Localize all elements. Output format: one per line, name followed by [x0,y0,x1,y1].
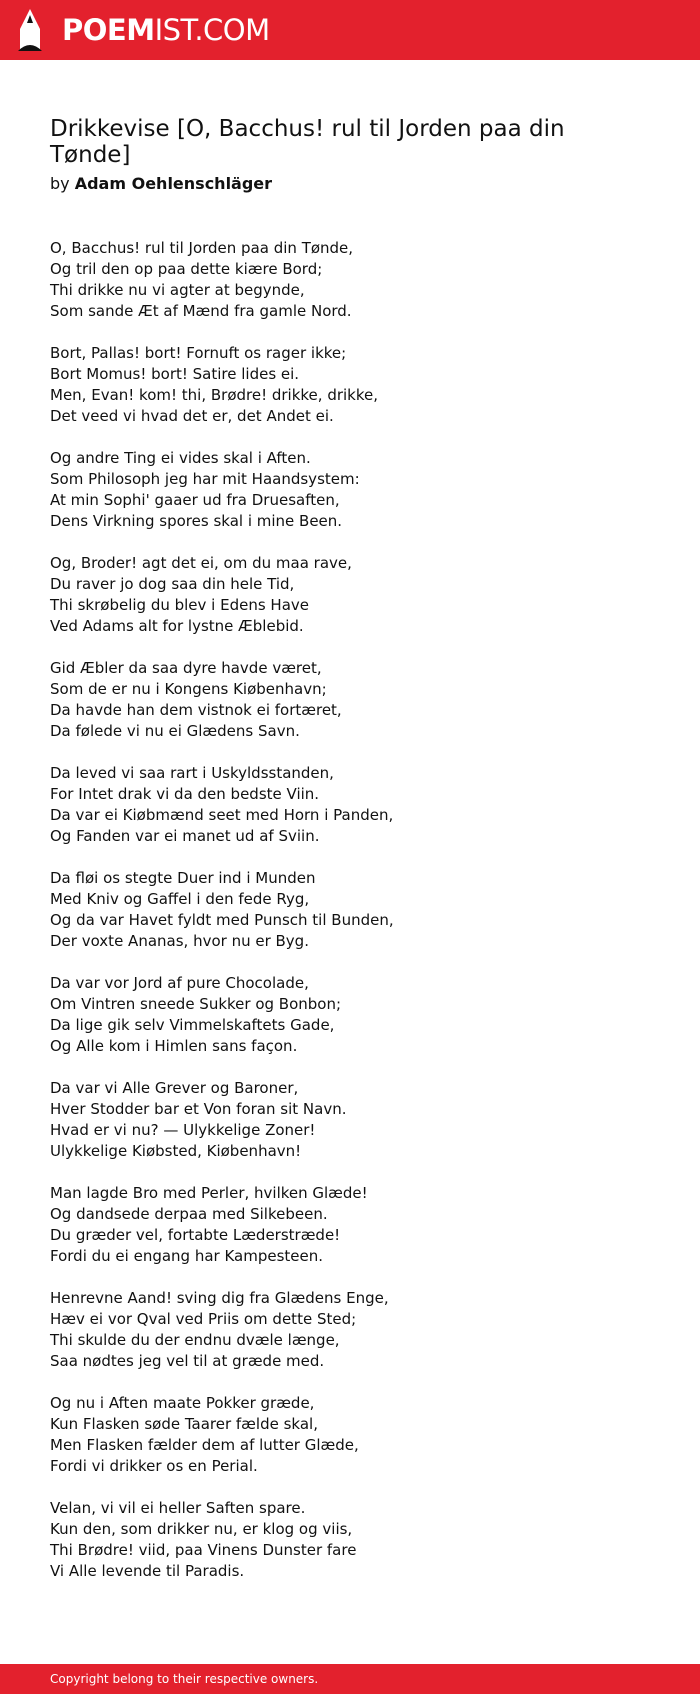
poem-line: Da følede vi nu ei Glædens Savn. [50,722,300,740]
poem-line: Da leved vi saa rart i Uskyldsstanden, [50,764,334,782]
site-logo-link[interactable] [17,0,270,60]
poem-stanza [50,973,640,1057]
site-logo-text [62,0,270,60]
poem-line: Saa nødtes jeg vel til at græde med. [50,1352,325,1370]
poem-line: Da var vi Alle Grever og Baroner, [50,1079,299,1097]
pencil-tip-icon [17,9,43,51]
poem-line: Vi Alle levende til Paradis. [50,1562,245,1580]
poem-stanza [50,1078,640,1162]
poem-stanza [50,343,640,427]
poem-line: Thi skulde du der endnu dvæle længe, [50,1331,340,1349]
poem-line: Det veed vi hvad det er, det Andet ei. [50,407,334,425]
poem-line: Og, Broder! agt det ei, om du maa rave, [50,554,352,572]
author-name: Adam Oehlenschläger [74,174,273,193]
poem-line: Og nu i Aften maate Pokker græde, [50,1394,315,1412]
poem-line: Thi Brødre! viid, paa Vinens Dunster fare [50,1541,357,1559]
poem-line: Og andre Ting ei vides skal i Aften. [50,449,311,467]
poem-line: Fordi du ei engang har Kampesteen. [50,1247,324,1265]
poem-line: Bort Momus! bort! Satire lides ei. [50,365,300,383]
poem-line: Velan, vi vil ei heller Saften spare. [50,1499,306,1517]
poem-stanza [50,1498,640,1582]
poem-line: Men Flasken fælder dem af lutter Glæde, [50,1436,359,1454]
poem-line: Men, Evan! kom! thi, Brødre! drikke, drikke, [50,386,379,404]
poem-line: Thi drikke nu vi agter at begynde, [50,281,305,299]
poem-line: Og Alle kom i Himlen sans façon. [50,1037,298,1055]
poem-line: Du græder vel, fortabte Læderstræde! [50,1226,341,1244]
poem-line: For Intet drak vi da den bedste Viin. [50,785,320,803]
poem-line: Ulykkelige Kiøbsted, Kiøbenhavn! [50,1142,302,1160]
poem-line: Som sande Æt af Mænd fra gamle Nord. [50,302,352,320]
copyright-text: Copyright belong to their respective owners. [50,1672,319,1686]
poem-stanza [50,448,640,532]
poem-line: Gid Æbler da saa dyre havde været, [50,659,322,677]
poem-line: Om Vintren sneede Sukker og Bonbon; [50,995,342,1013]
poem-stanza [50,1288,640,1372]
poem-line: Da fløi os stegte Duer ind i Munden [50,869,316,887]
poem-stanza [50,553,640,637]
poem-line: Fordi vi drikker os en Perial. [50,1457,258,1475]
poem-line: Hvad er vi nu? — Ulykkelige Zoner! [50,1121,316,1139]
logo-text-light: IST.COM [154,13,270,47]
poem-line: Og da var Havet fyldt med Punsch til Bunden, [50,911,394,929]
poem-stanza [50,1393,640,1477]
poem-line: Hver Stodder bar et Von foran sit Navn. [50,1100,347,1118]
poem-title: Drikkevise [O, Bacchus! rul til Jorden paa din Tønde] [50,116,565,168]
poem-line: Som Philosoph jeg har mit Haandsystem: [50,470,360,488]
poem-line: Henrevne Aand! sving dig fra Glædens Enge, [50,1289,389,1307]
poem-stanza [50,658,640,742]
poem-line: Bort, Pallas! bort! Fornuft os rager ikke; [50,344,347,362]
poem-line: Og Fanden var ei manet ud af Sviin. [50,827,320,845]
site-header [0,0,700,60]
poem-line: Hæv ei vor Qval ved Priis om dette Sted; [50,1310,357,1328]
site-footer [0,1664,700,1694]
poem-line: Kun Flasken søde Taarer fælde skal, [50,1415,318,1433]
poem-line: Og tril den op paa dette kiære Bord; [50,260,323,278]
poem-line: Da havde han dem vistnok ei fortæret, [50,701,342,719]
poem-line: O, Bacchus! rul til Jorden paa din Tønde, [50,239,354,257]
poem-line: Da var ei Kiøbmænd seet med Horn i Panden, [50,806,394,824]
poem-line: Der voxte Ananas, hvor nu er Byg. [50,932,309,950]
poem-line: Du raver jo dog saa din hele Tid, [50,575,295,593]
poem-body [50,238,640,1582]
poem-stanza [50,868,640,952]
by-label: by [50,174,70,193]
poem-line: Da lige gik selv Vimmelskaftets Gade, [50,1016,335,1034]
poem-stanza [50,1183,640,1267]
poem-line: Da var vor Jord af pure Chocolade, [50,974,309,992]
poem-stanza [50,763,640,847]
poem-line: Med Kniv og Gaffel i den fede Ryg, [50,890,310,908]
poem-line: Og dandsede derpaa med Silkebeen. [50,1205,328,1223]
poem-stanza [50,238,640,322]
poem-line: Man lagde Bro med Perler, hvilken Glæde! [50,1184,368,1202]
logo-text-bold: POEM [62,13,155,47]
poem-line: Kun den, som drikker nu, er klog og viis, [50,1520,353,1538]
poem-line: At min Sophi' gaaer ud fra Druesaften, [50,491,340,509]
poem-line: Ved Adams alt for lystne Æblebid. [50,617,304,635]
poem-line: Som de er nu i Kongens Kiøbenhavn; [50,680,327,698]
byline [50,174,640,194]
poem-line: Dens Virkning spores skal i mine Been. [50,512,343,530]
poem-line: Thi skrøbelig du blev i Edens Have [50,596,310,614]
poem-content [50,116,640,1603]
